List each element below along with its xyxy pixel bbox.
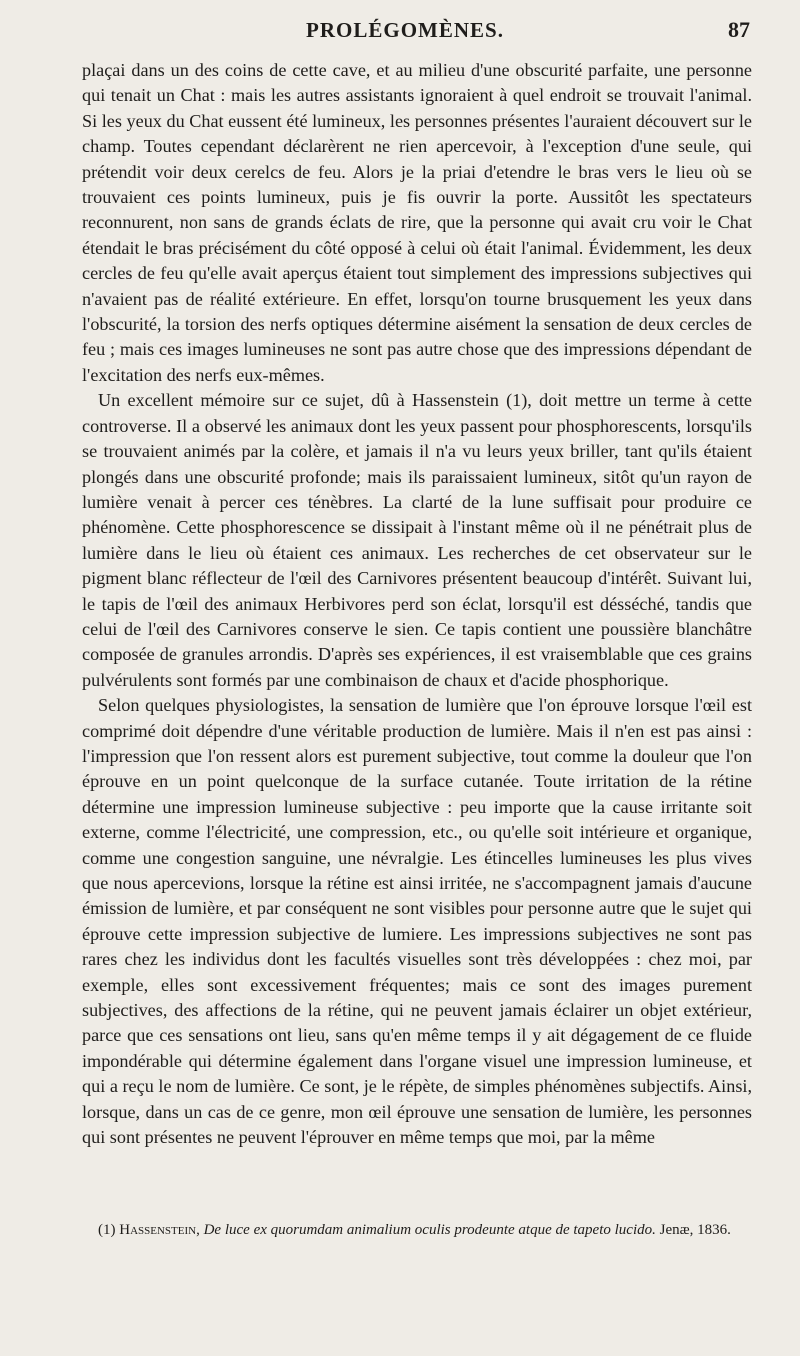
page-header — [82, 10, 750, 50]
paragraph-continued: plaçai dans un des coins de cette cave, et au milieu d'une obscurité parfaite, une personne qui tenait un Chat : mais les autres assistants ignoraient à quel endroit se trouvait l'animal. Si les yeux du Chat eussent été lumineux, les personnes présentes l'auraient découvert sur le champ. Toutes cependant déclarèrent ne rien apercevoir, à l'exception d'une seule, qui prétendit voir deux cerelcs de feu. Alors je la priai d'etendre le bras vers le lieu où se trouvaient ces points lumineux, puis je fis ouvrir la porte. Aussitôt les spectateurs reconnurent, non sans de grands éclats de rire, que la personne qui avait cru voir le Chat étendait le bras précisément du côté opposé à celui où était l'animal. Évidemment, les deux cercles de feu qu'elle avait aperçus étaient tout simplement des impressions subjectives qui n'avaient pas de réalité extérieure. En effet, lorsqu'on tourne brusquement les yeux dans l'obscurité, la torsion des nerfs optiques détermine aisément la sensation de deux cercles de feu ; mais ces images lumineuses ne sont pas autre chose que des impressions dépendant de l'excitation des nerfs eux-mêmes. — [82, 60, 752, 385]
paragraph-physiologists: Selon quelques physiologistes, la sensation de lumière que l'on éprouve lorsque l'œil est comprimé doit dépendre d'une véritable production de lumière. Mais il n'en est pas ainsi : l'impression que l'on ressent alors est purement subjective, tout comme la douleur que l'on éprouve en un point quelconque de la surface cutanée. Toute irritation de la rétine détermine une impression lumineuse subjective : peu importe que la cause irritante soit externe, comme l'électricité, une compression, etc., ou qu'elle soit intérieure et organique, comme une congestion sanguine, une névralgie. Les étincelles lumineuses les plus vives que nous apercevions, lorsque la rétine est ainsi irritée, ne s'accompagnent jamais d'aucune émission de lumière, et par conséquent ne sont visibles pour personne autre que le sujet qui éprouve cette impression subjective de lumiere. Les impressions subjectives ne sont pas rares chez les individus dont les facultés visuelles sont très développées : chez moi, par exemple, elles sont excessivement fréquentes; mais ce sont des images purement subjectives, des affections de la rétine, qui ne peuvent jamais éclairer un objet extérieur, parce que ces sensations ont lieu, sans qu'en même temps il y ait dégagement de ce fluide impondérable qui détermine également dans l'organe visuel une impression lumineuse, et qui a reçu le nom de lumière. Ce sont, je le répète, de simples phénomènes subjectifs. Ainsi, lorsque, dans un cas de ce genre, mon œil éprouve une sensation de lumière, les personnes qui sont présentes ne peuvent l'éprouver en même temps que moi, par la même — [82, 695, 752, 1148]
footnote-title: De luce ex quorumdam animalium oculis prodeunte atque de tapeto lucido. — [203, 1222, 656, 1238]
footnote-imprint: Jenæ, 1836. — [659, 1222, 731, 1238]
running-head: PROLÉGOMÈNES. — [306, 17, 504, 42]
footnote-marker: (1) — [98, 1222, 116, 1238]
footnotes — [82, 1220, 752, 1240]
footnote-author: Hassenstein, — [119, 1222, 200, 1238]
body-text — [82, 58, 752, 1150]
page-number: 87 — [728, 17, 750, 42]
paragraph-hassenstein: Un excellent mémoire sur ce sujet, dû à Hassenstein (1), doit mettre un terme à cette controverse. Il a observé les animaux dont les yeux passent pour phosphorescents, lorsqu'ils se trouvaient animés par la colère, et jamais il n'a vu leurs yeux briller, tant qu'ils étaient plongés dans une obscurité profonde; mais ils paraissaient lumineux, sitôt qu'un rayon de lumière venait à percer ces ténèbres. La clarté de la lune suffisait pour produire ce phénomène. Cette phosphorescence se dissipait à l'instant même où il ne pénétrait plus de lumière dans le lieu où étaient ces animaux. Les recherches de cet observateur sur le pigment blanc réflecteur de l'œil des Carnivores présentent beaucoup d'intérêt. Suivant lui, le tapis de l'œil des animaux Herbivores perd son éclat, lorsqu'il est désséché, tandis que celui de l'œil des Carnivores conserve le sien. Ce tapis contient une poussière blanchâtre composée de granules arrondis. D'après ses expériences, il est vraisemblable que ces grains pulvérulents sont formés par une combinaison de chaux et d'acide phosphorique. — [82, 390, 752, 690]
footnote — [82, 1220, 752, 1240]
